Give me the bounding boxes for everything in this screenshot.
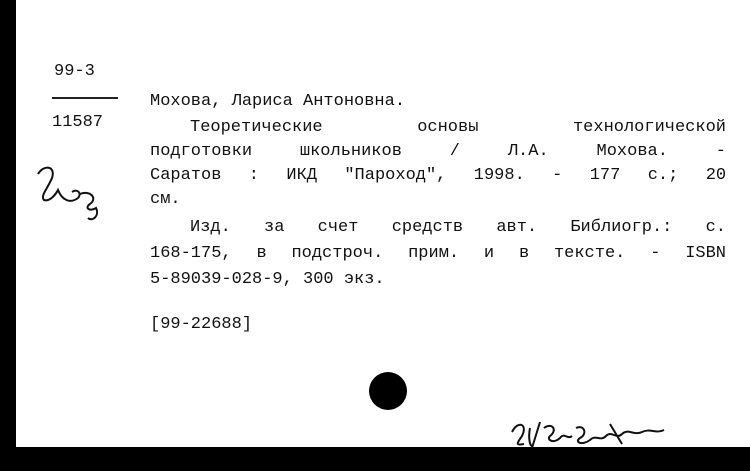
- handwritten-inventory-scribble: [510, 418, 680, 452]
- note-line-1: Изд. за счет средств авт. Библиогр.: с.: [190, 218, 727, 237]
- handwritten-mark: [34, 160, 114, 220]
- record-number: [99-22688]: [150, 315, 253, 334]
- author-heading: Мохова, Лариса Антоновна.: [150, 92, 406, 111]
- shelfmark-top: 99-3: [54, 62, 95, 81]
- title-line-1: Теоретические основы технологической: [190, 118, 726, 137]
- catalog-card: [16, 0, 750, 447]
- shelfmark-divider: [52, 97, 118, 99]
- note-line-2: 168-175, в подстроч. прим. и в тексте. - ISBN: [150, 244, 727, 263]
- card-punch-hole: [369, 372, 407, 410]
- title-line-2: подготовки школьников / Л.А. Мохова. -: [150, 142, 726, 161]
- title-line-3: Саратов : ИКД "Пароход", 1998. - 177 с.; 20: [150, 166, 727, 185]
- title-line-4: см.: [150, 190, 181, 209]
- shelfmark-bottom: 11587: [52, 113, 104, 132]
- note-line-3: 5-89039-028-9, 300 экз.: [150, 270, 385, 289]
